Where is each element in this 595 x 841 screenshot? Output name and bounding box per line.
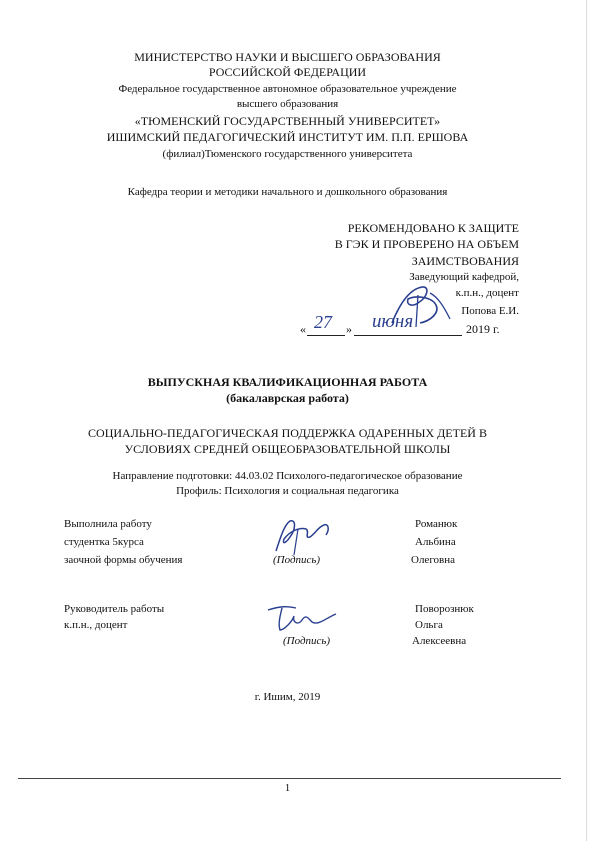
student-patronymic: Олеговна bbox=[411, 554, 456, 566]
head-degree-label: к.п.н., доцент bbox=[455, 287, 519, 299]
date-open-quote: « bbox=[300, 322, 306, 336]
approval-line-1: РЕКОМЕНДОВАНО К ЗАЩИТЕ bbox=[347, 221, 519, 235]
supervisor-first-name: Ольга bbox=[415, 619, 443, 631]
branch-line: (филиал)Тюменского государственного университета bbox=[162, 148, 413, 160]
date-month: июня bbox=[372, 311, 414, 332]
student-first-name: Альбина bbox=[415, 536, 456, 548]
institute-name: ИШИМСКИЙ ПЕДАГОГИЧЕСКИЙ ИНСТИТУТ ИМ. П.П. ЕРШОВА bbox=[106, 130, 469, 144]
supervisor-label-2: к.п.н., доцент bbox=[64, 619, 128, 631]
student-surname: Романюк bbox=[415, 518, 458, 530]
ministry-line: МИНИСТЕРСТВО НАУКИ И ВЫСШЕГО ОБРАЗОВАНИЯ bbox=[134, 50, 441, 64]
supervisor-signature-caption: (Подпись) bbox=[283, 635, 331, 647]
supervisor-signature-icon bbox=[262, 600, 346, 636]
approval-line-3: ЗАИМСТВОВАНИЯ bbox=[411, 254, 519, 268]
education-level-line: высшего образования bbox=[236, 98, 339, 110]
city-year: г. Ишим, 2019 bbox=[254, 691, 321, 703]
date-day-underline bbox=[307, 335, 345, 336]
training-profile: Профиль: Психология и социальная педагогика bbox=[176, 485, 399, 497]
page-number: 1 bbox=[284, 782, 291, 794]
work-title-line-2: УСЛОВИЯХ СРЕДНЕЙ ОБЩЕОБРАЗОВАТЕЛЬНОЙ ШКОЛЫ bbox=[124, 442, 451, 456]
head-of-department-label: Заведующий кафедрой, bbox=[409, 271, 519, 283]
work-title-line-1: СОЦИАЛЬНО-ПЕДАГОГИЧЕСКАЯ ПОДДЕРЖКА ОДАРЕННЫХ ДЕТЕЙ В bbox=[88, 426, 487, 440]
student-label-1: Выполнила работу bbox=[64, 518, 152, 530]
scan-edge bbox=[586, 0, 587, 841]
work-subtype: (бакалаврская работа) bbox=[226, 391, 349, 405]
date-month-underline bbox=[354, 335, 462, 336]
institution-type-line: Федеральное государственное автономное образовательное учреждение bbox=[118, 83, 457, 95]
approval-line-2: В ГЭК И ПРОВЕРЕНО НА ОБЪЕМ bbox=[334, 237, 519, 251]
student-label-2: студентка 5курса bbox=[64, 536, 144, 548]
supervisor-surname: Поворознюк bbox=[415, 603, 474, 615]
head-name: Попова Е.И. bbox=[461, 305, 519, 317]
student-label-3: заочной формы обучения bbox=[64, 554, 183, 566]
federation-line: РОССИЙСКОЙ ФЕДЕРАЦИИ bbox=[208, 65, 367, 79]
date-close-quote: » bbox=[346, 322, 352, 336]
supervisor-label-1: Руководитель работы bbox=[64, 603, 165, 615]
training-direction: Направление подготовки: 44.03.02 Психолого-педагогическое образование bbox=[112, 470, 463, 482]
supervisor-patronymic: Алексеевна bbox=[412, 635, 467, 647]
date-year: 2019 г. bbox=[466, 322, 500, 336]
student-signature-icon bbox=[268, 515, 338, 557]
date-day: 27 bbox=[314, 312, 332, 332]
footer-divider bbox=[18, 778, 561, 779]
student-signature-caption: (Подпись) bbox=[273, 554, 321, 566]
work-type: ВЫПУСКНАЯ КВАЛИФИКАЦИОННАЯ РАБОТА bbox=[147, 375, 428, 389]
department-line: Кафедра теории и методики начального и дошкольного образования bbox=[127, 186, 448, 198]
university-name: «ТЮМЕНСКИЙ ГОСУДАРСТВЕННЫЙ УНИВЕРСИТЕТ» bbox=[134, 114, 441, 128]
